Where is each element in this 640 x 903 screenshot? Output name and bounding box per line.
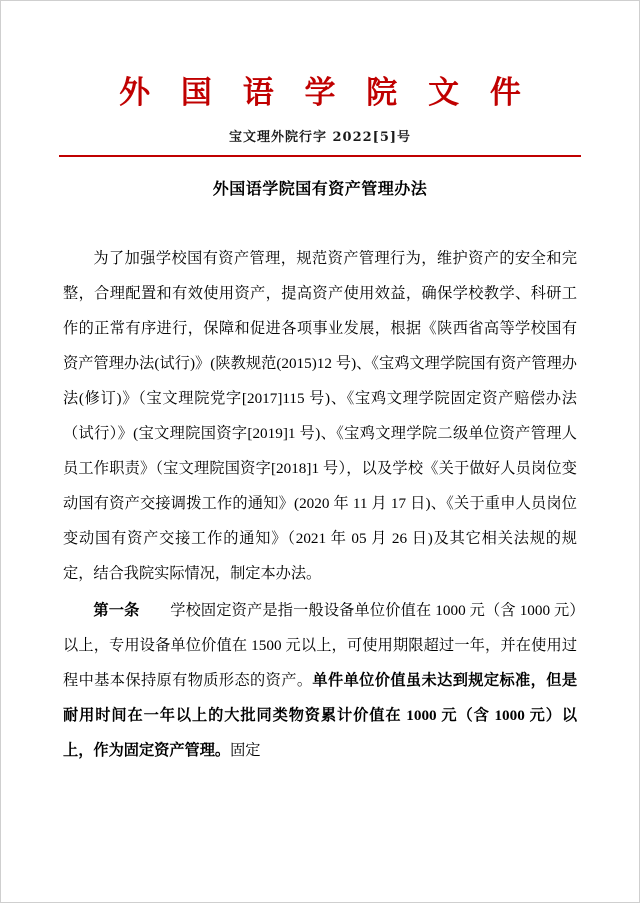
document-title: 外国语学院国有资产管理办法 <box>212 181 428 199</box>
emphasized-text: 单件单位价值虽未达到规定标准，但是耐用时间在一年以上的大批同类物资累计价值在 1000 元（含 1000 元）以上，作为固定资产管理。 <box>63 672 577 760</box>
red-divider-rule <box>59 155 581 157</box>
document-header <box>1 1 639 145</box>
paragraph-preamble <box>63 241 577 591</box>
body-text: 固定 <box>230 742 261 760</box>
paragraph-article-1 <box>63 593 577 768</box>
body-text: 学校固定资产是指一般设备单位价值在 1000 元（含 1000 元）以上，专用设备单位价值在 1500 元以上，可使用期限超过一年，并在使用过程中基本保持原有物质形态的资产。 <box>63 602 578 690</box>
organization-title: 外 国 语 学 院 文 件 <box>119 75 531 111</box>
emphasized-text: 第一条 <box>93 602 140 620</box>
document-body <box>63 241 577 768</box>
body-text: 为了加强学校国有资产管理，规范资产管理行为，维护资产的安全和完整，合理配置和有效使用资产，提高资产使用效益，确保学校教学、科研工作的正常有序进行，保障和促进各项事业发展，根据《陕西省高等学校国有资产管理办法(试行)》(陕教规范(2015)12 号)、《宝鸡文理学院国有资产管理办法(修订)》（宝文理院党字[2017]115 号)、《宝鸡文理学院固定资产赔偿办法（试行）》(宝文理院国资字[2019]1 号)、《宝鸡文理学院二级单位资产管理人员工作职责》（宝文理院国资字[2018]1 号），以及学校《关于做好人员岗位变动国有资产交接调拨工作的通知》(2020 年 11 月 17 日)、《关于重申人员岗位变动国有资产交接工作的通知》（2021 年 05 月 26 日)及其它相关法规的规定，结合我院实际情况，制定本办法。 <box>63 250 577 583</box>
document-number: 宝文理外院行字 2022[5]号 <box>228 130 412 146</box>
